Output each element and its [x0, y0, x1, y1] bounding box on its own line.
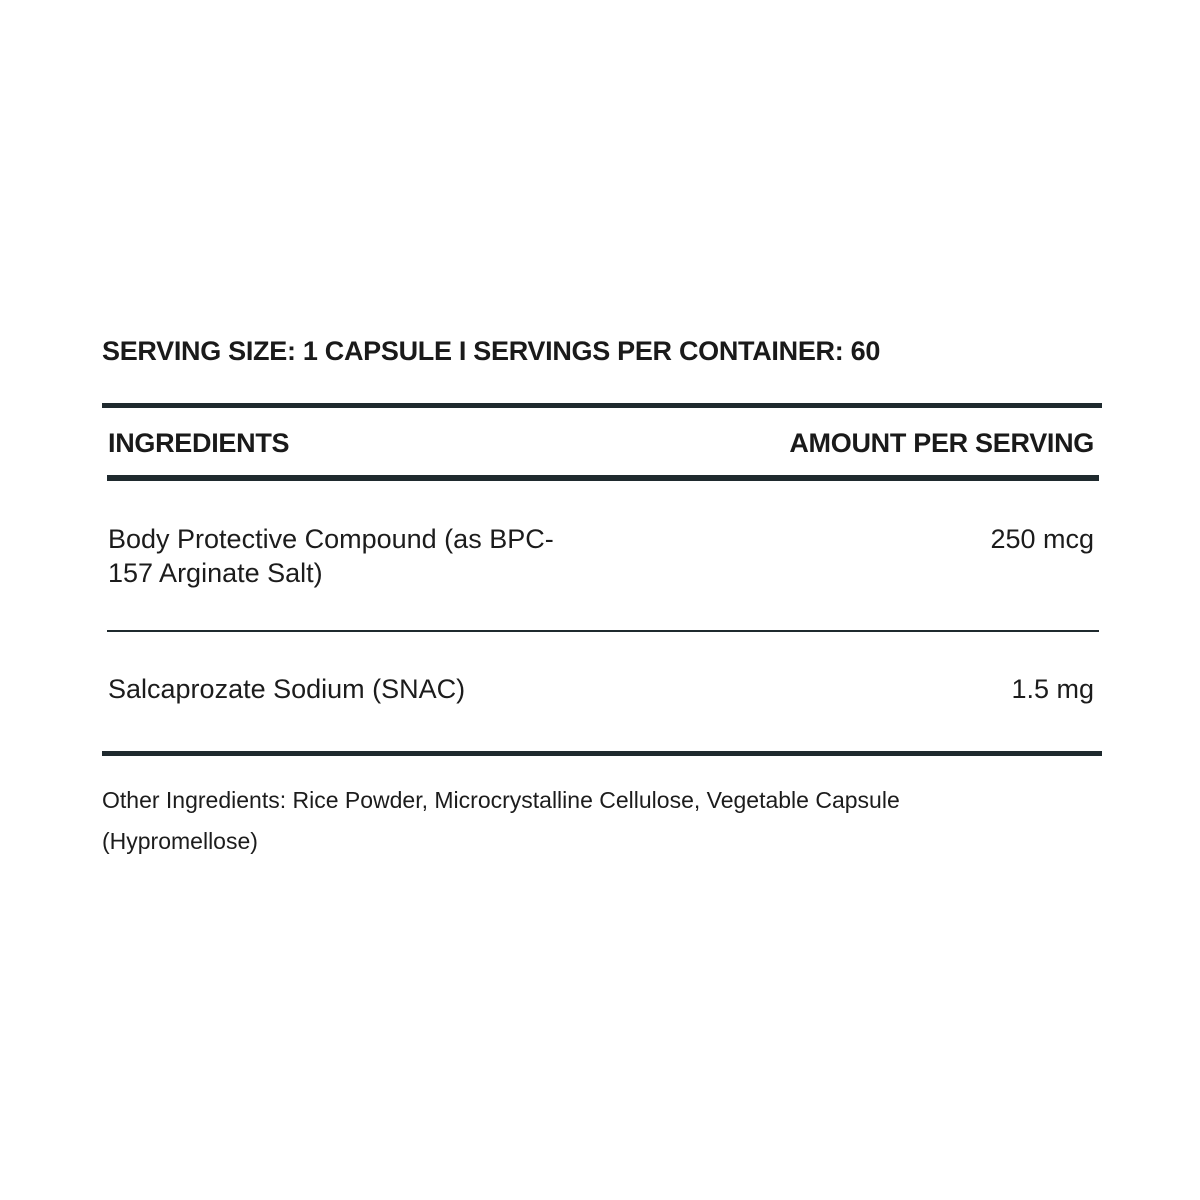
top-divider — [102, 403, 1102, 408]
row-divider — [107, 630, 1099, 632]
amount-column-header: AMOUNT PER SERVING — [789, 428, 1094, 458]
bottom-divider — [102, 751, 1102, 756]
other-ingredients-text: Other Ingredients: Rice Powder, Microcrystalline Cellulose, Vegetable Capsule (Hypromellose) — [102, 787, 900, 854]
serving-size-line: SERVING SIZE: 1 CAPSULE I SERVINGS PER CONTAINER: 60 — [102, 336, 881, 366]
ingredient-amount-bpc157: 250 mcg — [990, 524, 1094, 554]
ingredient-amount-snac: 1.5 mg — [1011, 674, 1094, 704]
supplement-facts-panel — [102, 0, 1102, 1200]
ingredient-name-snac: Salcaprozate Sodium (SNAC) — [108, 674, 466, 704]
ingredients-column-header: INGREDIENTS — [108, 428, 290, 458]
header-divider — [107, 475, 1099, 481]
ingredient-name-bpc157: Body Protective Compound (as BPC-157 Arginate Salt) — [108, 524, 554, 588]
